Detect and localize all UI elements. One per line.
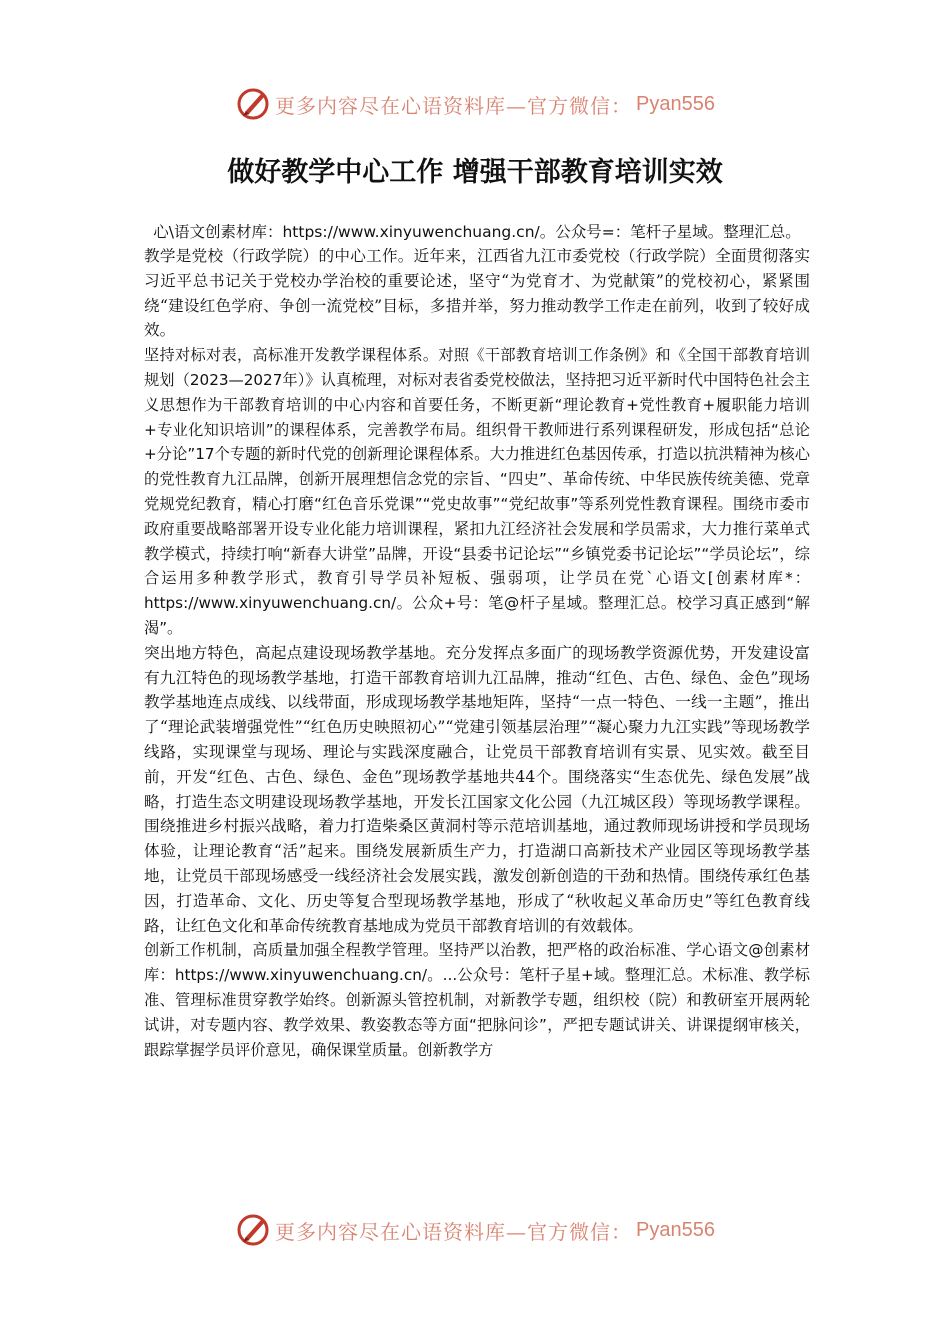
paragraph-intro: 教学是党校（行政学院）的中心工作。近年来，江西省九江市委党校（行政学院）全面贯彻落实习近平总书记关于党校办学治校的重要论述，坚守“为党育才、为党献策”的党校初心，紧紧围绕“建设红色学府、争创一流党校”目标，多措并举，努力推动教学工作走在前列，收到了较好成效。 [144, 247, 810, 340]
document-body [144, 220, 810, 1062]
watermark-banner-bottom [0, 1208, 950, 1252]
paragraph-curriculum: 坚持对标对表，高标准开发教学课程体系。对照《干部教育培训工作条例》和《全国干部教育培训规划（2023—2027年）》认真梳理，对标对表省委党校做法，坚持把习近平新时代中国特色社会主义思想作为干部教育培训的中心内容和首要任务，不断更新“理论教育+党性教育+履职能力培训+专业化知识培训”的课程体系，完善教学布局。组织骨干教师进行系列课程研发，形成包括“总论+分论”17个专题的新时代党的创新理论课程体系。大力推进红色基因传承，打造以抗洪精神为核心的党性教育九江品牌，创新开展理想信念党的宗旨、“四史”、革命传统、中华民族传统美德、党章党规党纪教育，精心打磨“红色音乐党课”“党史故事”“党纪故事”等系列党性教育课程。围绕市委市政府重要战略部署开设专业化能力培训课程，紧扣九江经济社会发展和学员需求，大力推行菜单式教学模式，持续打响“新春大讲堂”品牌，开设“县委书记论坛”“乡镇党委书记论坛”“学员论坛”，综合运用多种教学形式，教育引导学员补短板、强弱项，让学员在党`心语文[创素材库*：https://www.xinyuwenchuang.cn/。公众+号：笔@杆子星域。整理汇总。校学习真正感到“解渴”。 [144, 346, 810, 637]
paragraph-mechanism: 创新工作机制，高质量加强全程教学管理。坚持严以治教，把严格的政治标准、学心语文@创素材库：https://www.xinyuwenchuang.cn/。...公众号：笔杆子星+域。整理汇总。术标准、教学标准、管理标准贯穿教学始终。创新源头管控机制，对新教学专题，组织校（院）和教研室开展两轮试讲，对专题内容、教学效果、教姿教态等方面“把脉问诊”，严把专题试讲关、讲课提纲审核关，跟踪掌握学员评价意见，确保课堂质量。创新教学方 [144, 941, 810, 1059]
pen-logo-icon [235, 86, 271, 122]
watermark-banner-top [0, 82, 950, 126]
watermark-text: 更多内容尽在心语资料库—官方微信： [275, 1219, 633, 1244]
document-title: 做好教学中心工作 增强干部教育培训实效 [227, 157, 723, 188]
paragraph-field-teaching: 突出地方特色，高起点建设现场教学基地。充分发挥点多面广的现场教学资源优势，开发建设富有九江特色的现场教学基地，打造干部教育培训九江品牌，推动“红色、古色、绿色、金色”现场教学基地连点成线、以线带面，形成现场教学基地矩阵，坚持“一点一特色、一线一主题”，推出了“理论武装增强党性”“红色历史映照初心”“党建引领基层治理”“凝心聚力九江实践”等现场教学线路，实现课堂与现场、理论与实践深度融合，让党员干部教育培训有实景、见实效。截至目前，开发“红色、古色、绿色、金色”现场教学基地共44个。围绕落实“生态优先、绿色发展”战略，打造生态文明建设现场教学基地，开发长江国家文化公园（九江城区段）等现场教学课程。围绕推进乡村振兴战略，着力打造柴桑区黄洞村等示范培训基地，通过教师现场讲授和学员现场体验，让理论教育“活”起来。围绕发展新质生产力，打造湖口高新技术产业园区等现场教学基地，让党员干部现场感受一线经济社会发展实践，激发创新创造的干劲和热情。围绕传承红色基因，打造革命、文化、历史等复合型现场教学基地，形成了“秋收起义革命历史”等红色教育线路，让红色文化和革命传统教育基地成为党员干部教育培训的有效载体。 [144, 643, 810, 935]
watermark-id: Pyan556 [636, 1218, 715, 1241]
source-line: 心\语文创素材库：https://www.xinyuwenchuang.cn/。公众号=：笔杆子星域。整理汇总。 [153, 223, 801, 241]
watermark-text: 更多内容尽在心语资料库—官方微信： [275, 93, 633, 118]
watermark-id: Pyan556 [636, 92, 715, 115]
pen-logo-icon [235, 1212, 271, 1248]
